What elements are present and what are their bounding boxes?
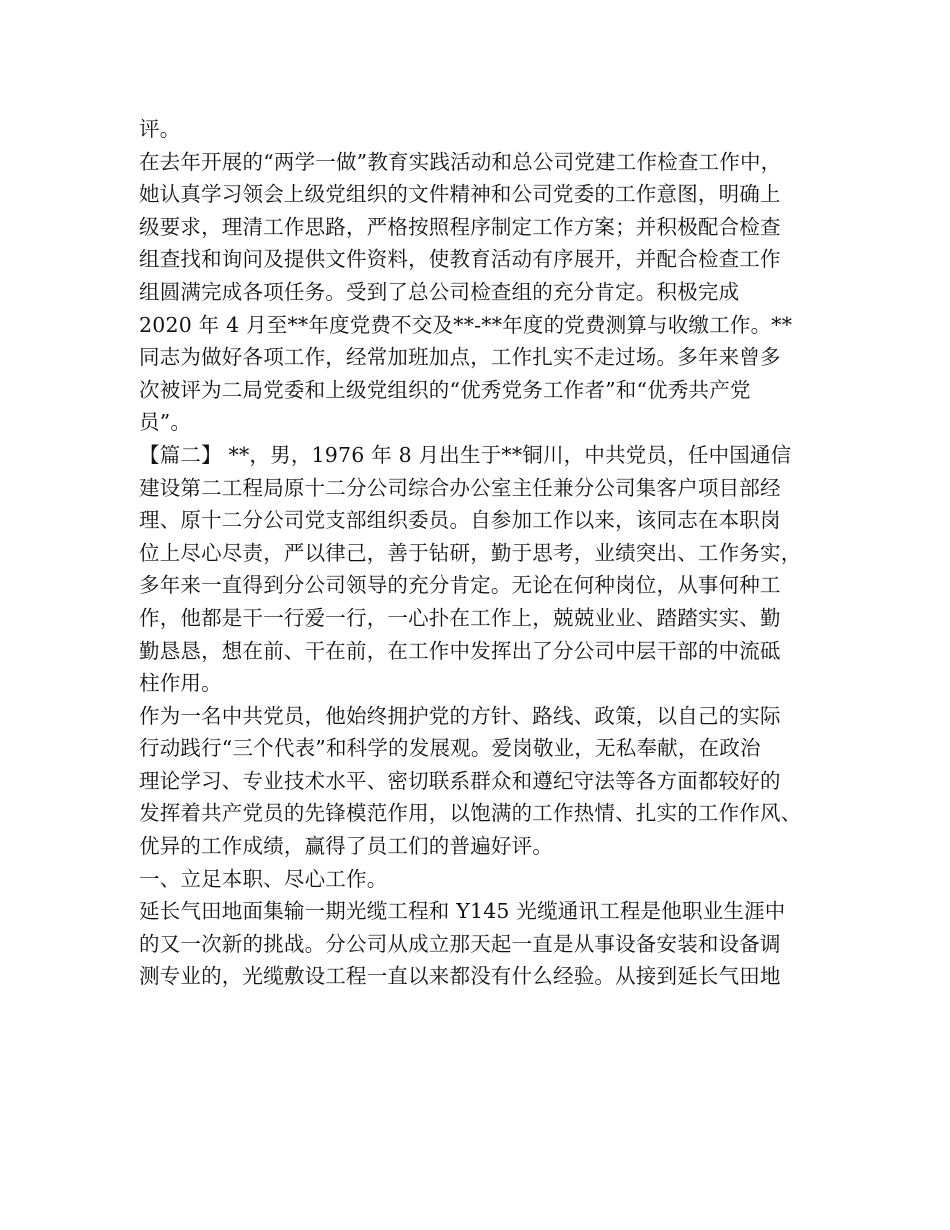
text-line: 她认真学习领会上级党组织的文件精神和公司党委的工作意图，明确上 — [139, 182, 781, 207]
text-line: 行动践行“三个代表”和科学的发展观。爱岗敬业，无私奉献，在政治 — [139, 736, 761, 761]
text-line: 勤恳恳，想在前、干在前，在工作中发挥出了分公司中层干部的中流砥 — [139, 638, 781, 663]
text-line: 延长气田地面集输一期光缆工程和 Y145 光缆通讯工程是他职业生涯中 — [139, 899, 786, 924]
text-line: 柱作用。 — [139, 671, 222, 696]
text-line: 级要求，理清工作思路，严格按照程序制定工作方案；并积极配合检查 — [139, 214, 781, 239]
text-line: 作，他都是干一行爱一行，一心扑在工作上，兢兢业业、踏踏实实、勤 — [139, 605, 781, 630]
text-line: 【篇二】 **，男，1976 年 8 月出生于**铜川，中共党员，任中国通信 — [139, 442, 792, 467]
text-line: 组圆满完成各项任务。受到了总公司检查组的充分肯定。积极完成 — [139, 279, 740, 304]
text-line: 建设第二工程局原十二分公司综合办公室主任兼分公司集客户项目部经 — [139, 475, 781, 500]
text-line: 2020 年 4 月至**年度党费不交及**-**年度的党费测算与收缴工作。** — [139, 312, 793, 337]
text-line: 同志为做好各项工作，经常加班加点，工作扎实不走过场。多年来曾多 — [139, 345, 781, 370]
text-line: 评。 — [139, 117, 181, 141]
text-line: 测专业的，光缆敷设工程一直以来都没有什么经验。从接到延长气田地 — [139, 964, 781, 989]
text-line: 理论学习、专业技术水平、密切联系群众和遵纪守法等各方面都较好的 — [139, 768, 781, 793]
text-line: 一、立足本职、尽心工作。 — [139, 866, 388, 891]
text-line: 在去年开展的“两学一做”教育实践活动和总公司党建工作检查工作中， — [139, 149, 782, 174]
text-line: 员”。 — [139, 410, 192, 435]
text-line: 的又一次新的挑战。分公司从成立那天起一直是从事设备安装和设备调 — [139, 931, 781, 956]
text-line: 组查找和询问及提供文件资料，使教育活动有序展开，并配合检查工作 — [139, 247, 781, 272]
text-line: 多年来一直得到分公司领导的充分肯定。无论在何种岗位，从事何种工 — [139, 573, 781, 598]
text-line: 位上尽心尽责，严以律己，善于钻研，勤于思考，业绩突出、工作务实， — [139, 540, 802, 565]
text-line: 发挥着共产党员的先锋模范作用，以饱满的工作热情、扎实的工作作风、 — [139, 801, 802, 826]
document-body — [139, 113, 819, 993]
text-line: 作为一名中共党员，他始终拥护党的方针、路线、政策，以自己的实际 — [139, 703, 781, 728]
text-line: 次被评为二局党委和上级党组织的“优秀党务工作者”和“优秀共产党 — [139, 377, 751, 402]
text-line: 理、原十二分公司党支部组织委员。自参加工作以来，该同志在本职岗 — [139, 508, 781, 533]
text-line: 优异的工作成绩，赢得了员工们的普遍好评。 — [139, 834, 553, 859]
